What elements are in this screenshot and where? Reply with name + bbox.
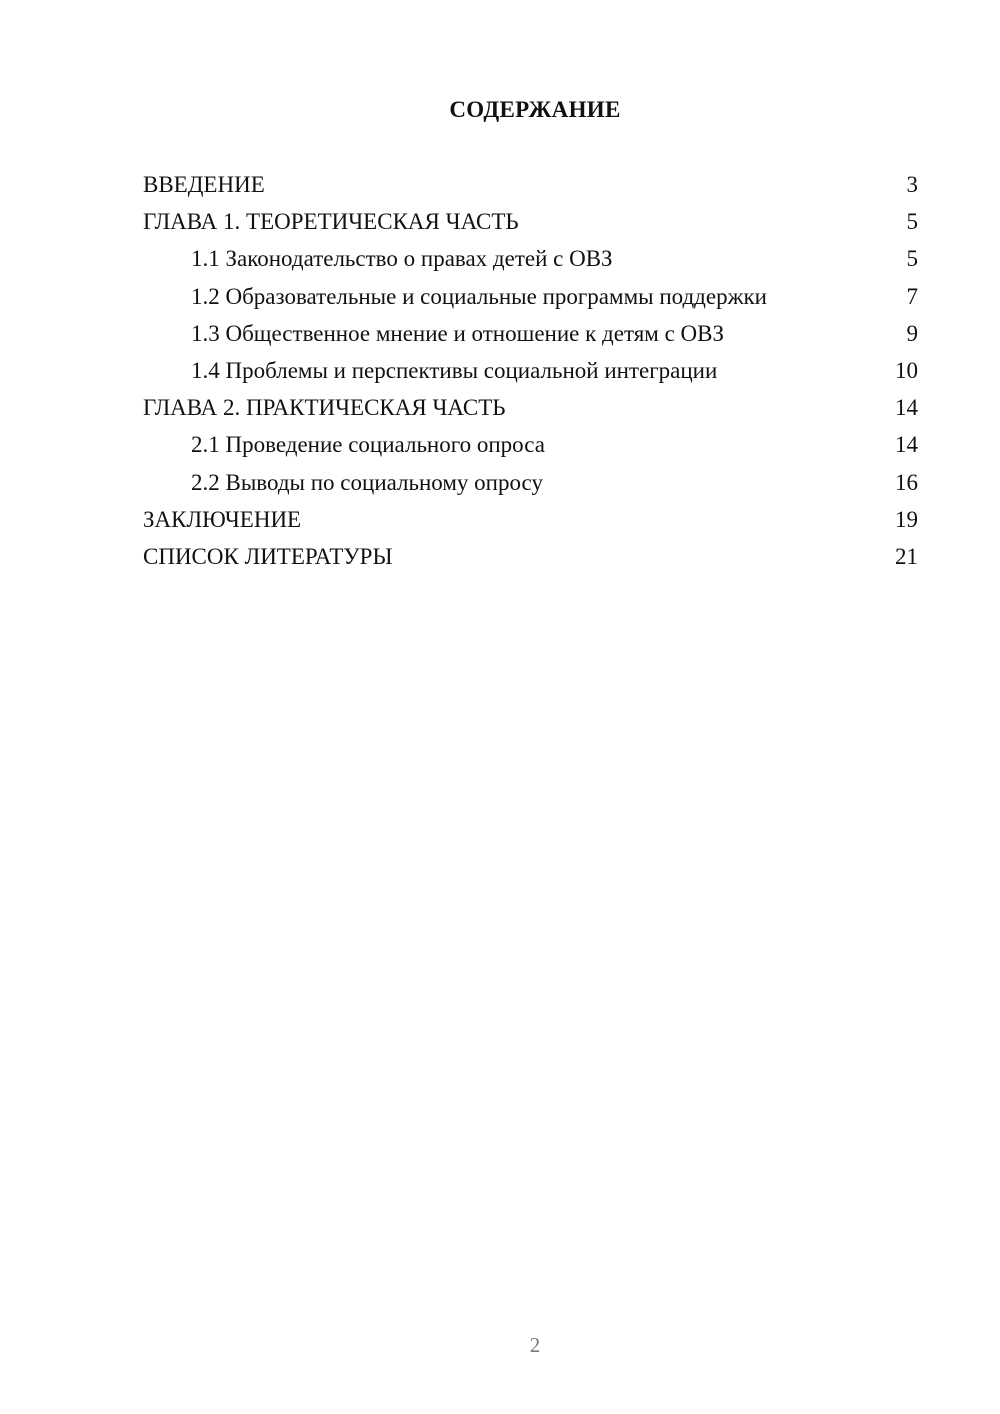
toc-entry-label: 1.1 Законодательство о правах детей с ОВЗ: [191, 246, 613, 272]
toc-entry-section-1-1[interactable]: [143, 240, 918, 277]
toc-entry-chapter-1[interactable]: [143, 203, 918, 240]
toc-entry-label: 1.2 Образовательные и социальные программы поддержки: [191, 283, 767, 309]
toc-entry-label: 1.4 Проблемы и перспективы социальной интеграции: [191, 357, 718, 383]
toc-entry-page: 9: [906, 320, 918, 346]
table-of-contents: [143, 166, 918, 575]
toc-entry-page: 5: [906, 246, 918, 272]
toc-entry-page: 14: [895, 432, 918, 458]
toc-entry-references[interactable]: [143, 538, 918, 575]
toc-entry-page: 5: [906, 209, 918, 235]
toc-entry-page: 3: [906, 172, 918, 197]
toc-title: СОДЕРЖАНИЕ: [449, 97, 621, 122]
toc-entry-page: 16: [895, 469, 918, 495]
toc-entry-label: ГЛАВА 2. ПРАКТИЧЕСКАЯ ЧАСТЬ: [143, 395, 506, 421]
toc-entry-label: ВВЕДЕНИЕ: [143, 172, 265, 197]
toc-entry-conclusion[interactable]: [143, 501, 918, 538]
toc-entry-label: 2.1 Проведение социального опроса: [191, 432, 545, 458]
toc-entry-label: СПИСОК ЛИТЕРАТУРЫ: [143, 543, 393, 569]
toc-entry-label: ЗАКЛЮЧЕНИЕ: [143, 506, 302, 532]
toc-entry-label: ГЛАВА 1. ТЕОРЕТИЧЕСКАЯ ЧАСТЬ: [143, 209, 519, 235]
toc-entry-section-1-4[interactable]: [143, 352, 918, 389]
toc-entry-page: 7: [906, 283, 918, 309]
toc-entry-chapter-2[interactable]: [143, 389, 918, 426]
toc-entry-page: 10: [895, 357, 918, 383]
toc-entry-page: 19: [895, 506, 918, 532]
toc-entry-label: 2.2 Выводы по социальному опросу: [191, 469, 543, 495]
toc-entry-label: 1.3 Общественное мнение и отношение к детям с ОВЗ: [191, 320, 725, 346]
toc-entry-section-2-1[interactable]: [143, 426, 918, 463]
toc-entry-section-2-2[interactable]: [143, 464, 918, 501]
toc-entry-section-1-3[interactable]: [143, 315, 918, 352]
toc-entry-page: 21: [895, 543, 918, 569]
toc-entry-introduction[interactable]: [143, 166, 918, 203]
page-number: 2: [529, 1333, 541, 1357]
toc-entry-page: 14: [895, 395, 918, 421]
toc-entry-section-1-2[interactable]: [143, 278, 918, 315]
